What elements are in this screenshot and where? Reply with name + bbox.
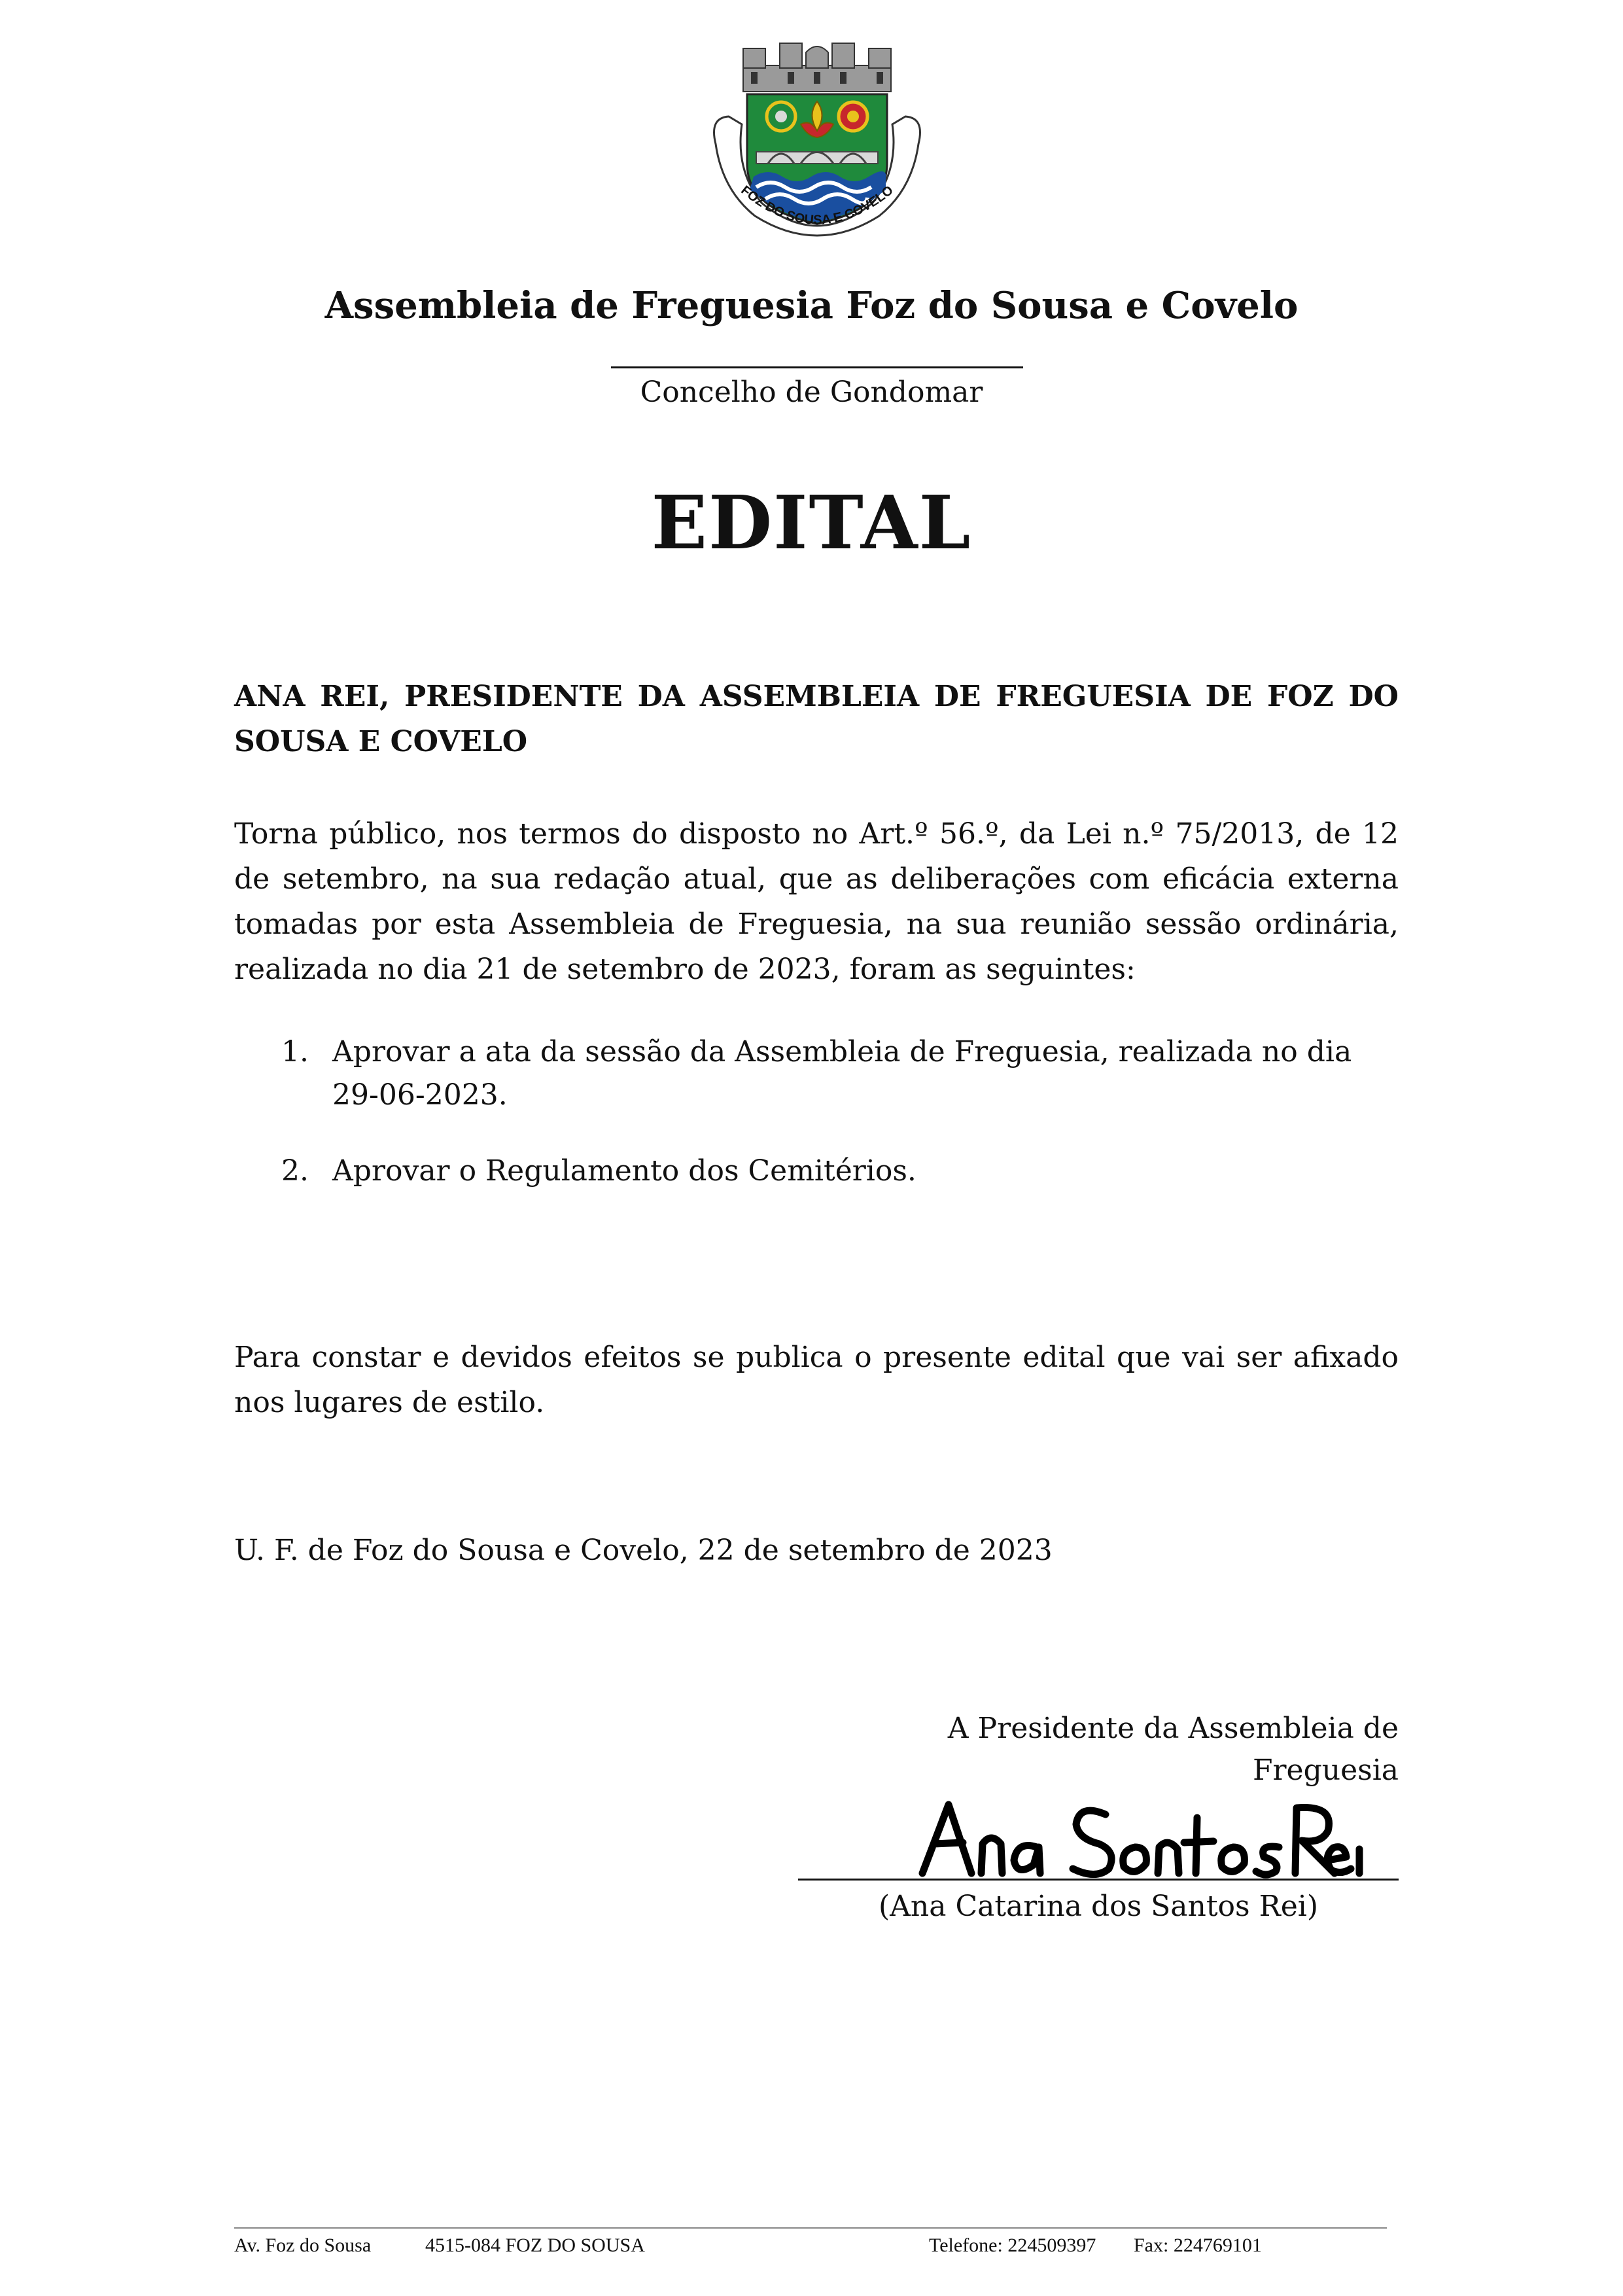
- footer-postal-code: 4515-084 FOZ DO SOUSA: [425, 2234, 645, 2256]
- list-item: [234, 1150, 1399, 1193]
- title-divider: [611, 366, 1023, 368]
- signatory-role: A Presidente da Assembleia de Freguesia: [947, 1712, 1399, 1787]
- coat-of-arms-logo: [696, 39, 938, 247]
- place-date: U. F. de Foz do Sousa e Covelo, 22 de setembro de 2023: [234, 1534, 1053, 1567]
- footer-fax: Fax: 224769101: [1134, 2234, 1262, 2256]
- footer-divider: [234, 2227, 1387, 2229]
- deliberations-list: [234, 1031, 1399, 1226]
- list-item-text: Aprovar o Regulamento dos Cemitérios.: [332, 1154, 916, 1188]
- list-item: [234, 1031, 1399, 1117]
- document-type-title: EDITAL: [651, 480, 972, 566]
- municipality-subtitle: Concelho de Gondomar: [640, 376, 983, 409]
- signatory-name: (Ana Catarina dos Santos Rei): [878, 1890, 1319, 1923]
- handwritten-signature: [909, 1792, 1367, 1883]
- president-heading: ANA REI, PRESIDENTE DA ASSEMBLEIA DE FREGUESIA DE FOZ DO SOUSA E COVELO: [234, 680, 1399, 758]
- intro-paragraph: Torna público, nos termos do disposto no Art.º 56.º, da Lei n.º 75/2013, de 12 de setembro, na sua redação atual, que as deliberações com eficácia externa tomadas por esta Assembleia de Freguesia, na sua reunião sessão ordinária, realizada no dia 21 de setembro de 2023, foram as seguintes:: [234, 817, 1399, 986]
- footer-address: Av. Foz do Sousa: [234, 2234, 372, 2256]
- assembly-title: Assembleia de Freguesia Foz do Sousa e Covelo: [324, 284, 1299, 327]
- list-item-number: 1.: [281, 1035, 309, 1069]
- crest-motto: FOZ DO SOUSA E COVELO: [738, 183, 896, 228]
- list-item-text: Aprovar a ata da sessão da Assembleia de Freguesia, realizada no dia 29-06-2023.: [332, 1035, 1352, 1112]
- signature-area: [798, 1792, 1399, 1890]
- signature-block: [798, 1708, 1399, 1928]
- closing-paragraph: Para constar e devidos efeitos se publica o presente edital que vai ser afixado nos lugares de estilo.: [234, 1341, 1399, 1419]
- list-item-number: 2.: [281, 1154, 309, 1188]
- footer-phone: Telefone: 224509397: [929, 2234, 1096, 2256]
